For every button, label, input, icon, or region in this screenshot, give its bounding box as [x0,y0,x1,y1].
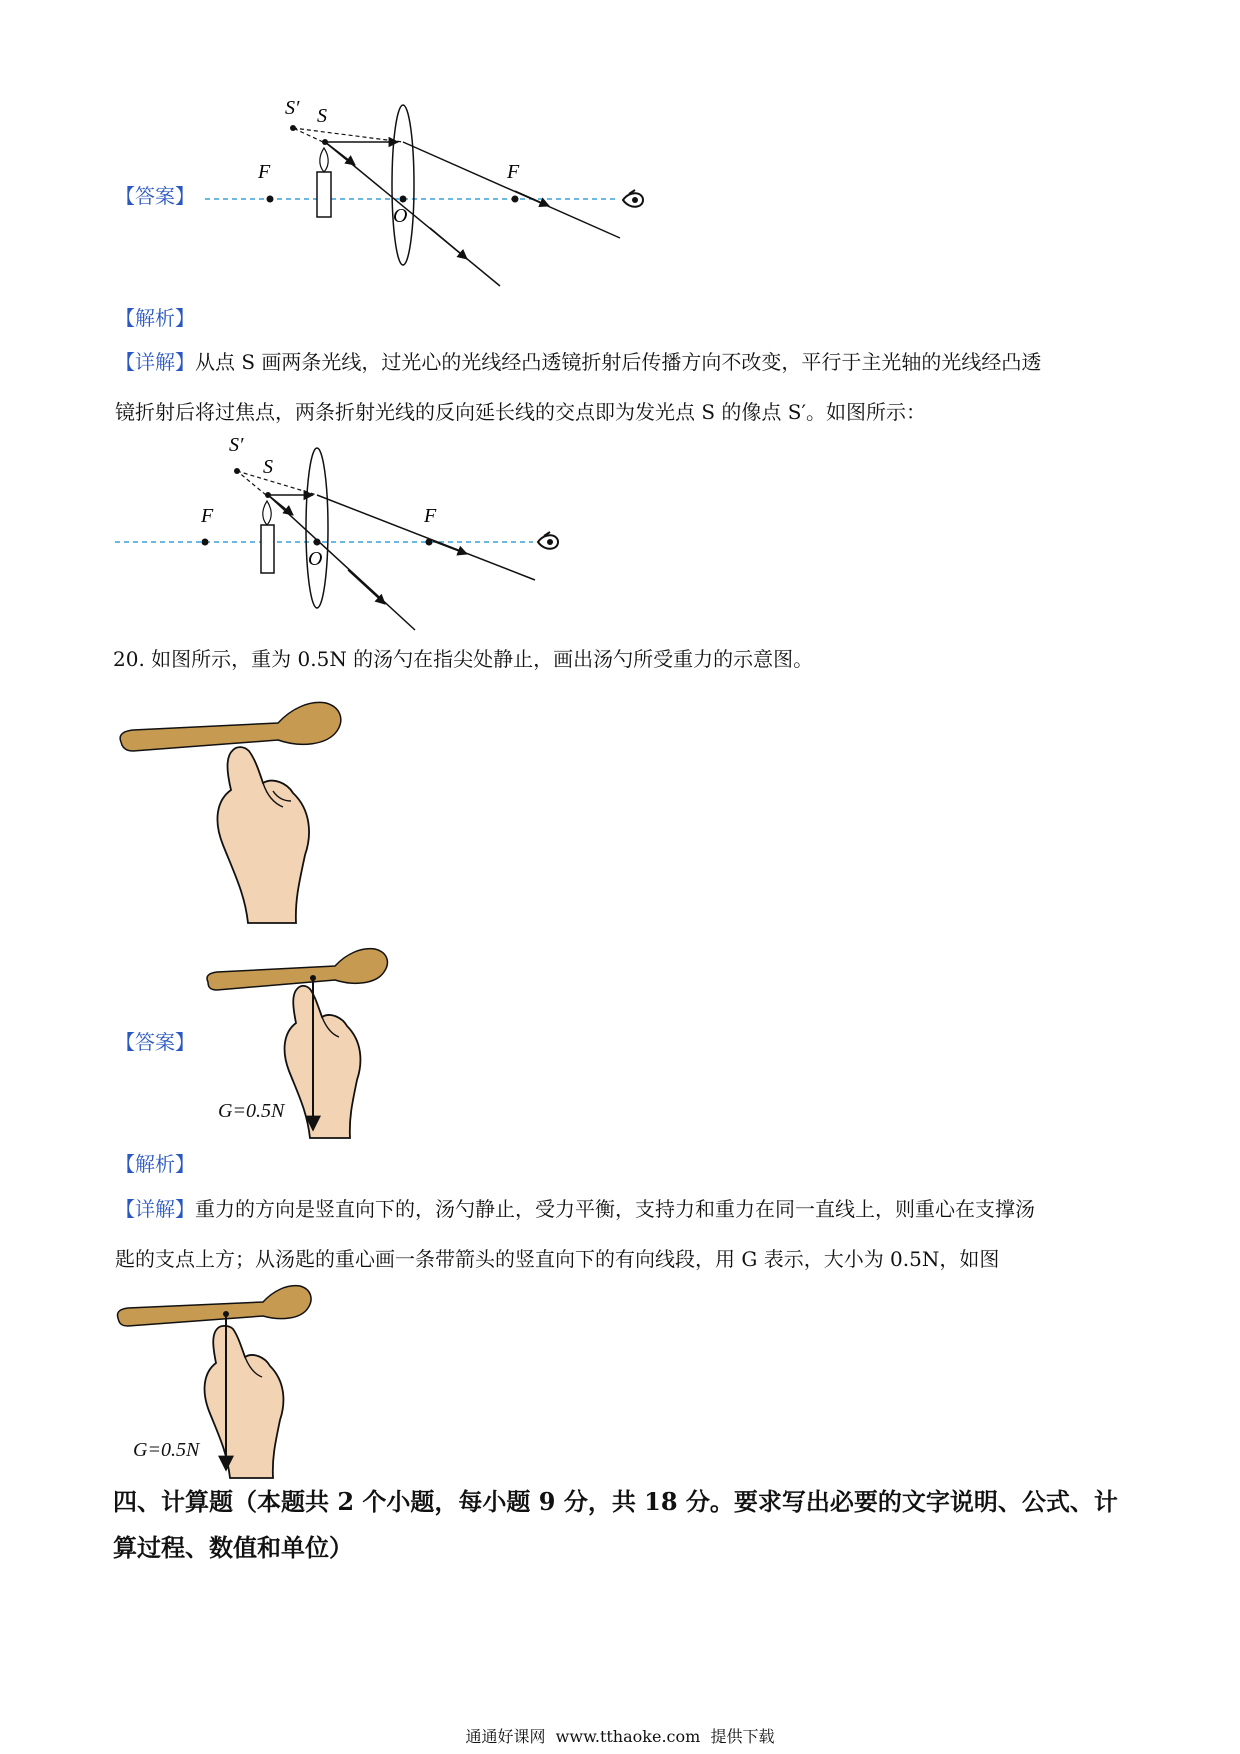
analysis-tag: 【解析】 [115,306,195,330]
analysis-tag: 【解析】 [115,1152,195,1176]
spoon-icon [117,1286,311,1326]
center-of-gravity [310,975,316,981]
flame-icon [263,501,271,525]
svg-text:O: O [393,205,408,227]
svg-text:F: F [424,505,437,527]
svg-text:F: F [201,505,214,527]
section-title-line1: 四、计算题（本题共 2 个小题，每小题 9 分，共 18 分。要求写出必要的文字说明、公式、计 [113,1487,1118,1516]
candle-icon [261,525,274,573]
hand-icon [205,1326,284,1478]
svg-text:S′: S′ [285,97,300,119]
svg-text:F: F [507,161,520,183]
optical-center [400,196,407,203]
flame-icon [320,148,328,172]
section-title-line2: 算过程、数值和单位） [113,1533,353,1562]
convex-lens [306,448,328,608]
focus-right [426,539,433,546]
candle-icon [317,172,331,217]
spoon-icon [207,949,387,990]
image-point-s-prime [290,125,296,131]
lens-diagram-detail [113,430,563,635]
svg-text:S: S [317,105,327,127]
svg-text:F: F [258,161,271,183]
svg-text:S: S [263,456,273,478]
force-label: G=0.5N [218,1100,285,1122]
light-point-s [265,492,271,498]
q20-detail-line1: 【详解】重力的方向是竖直向下的，汤勺静止，受力平衡，支持力和重力在同一直线上，则重心在支撑汤 [115,1197,1035,1221]
q19-detail-line1: 【详解】从点 S 画两条光线，过光心的光线经凸透镜折射后传播方向不改变，平行于主光轴的光线经凸透 [115,350,1042,374]
hand-icon [217,747,309,923]
lens-diagram-answer [195,90,645,295]
light-point-s [322,139,328,145]
q19-detail-line2: 镜折射后将过焦点，两条折射光线的反向延长线的交点即为发光点 S 的像点 S′。如图所示： [115,400,927,424]
q20-detail-line2: 匙的支点上方；从汤匙的重心画一条带箭头的竖直向下的有向线段，用 G 表示，大小为 0.5N，如图 [115,1247,1000,1271]
svg-text:O: O [308,548,323,570]
focus-left [267,196,274,203]
hand-icon [285,986,361,1138]
answer-tag: 【答案】 [115,184,195,208]
spoon-on-finger-figure [113,695,358,925]
answer-tag: 【答案】 [115,1030,195,1054]
image-point-s-prime [234,468,240,474]
convex-lens [392,105,414,265]
footer-text: 通通好课网 www.tthaoke.com 提供下载 [465,1727,775,1746]
focus-left [202,539,209,546]
focus-right [512,196,519,203]
optical-center [314,539,321,546]
q20-question: 20. 如图所示，重为 0.5N 的汤勺在指尖处静止，画出汤勺所受重力的示意图。 [113,647,814,671]
spoon-icon [120,702,341,751]
force-label: G=0.5N [133,1439,200,1461]
svg-text:S′: S′ [229,434,244,456]
center-of-gravity [223,1311,229,1317]
